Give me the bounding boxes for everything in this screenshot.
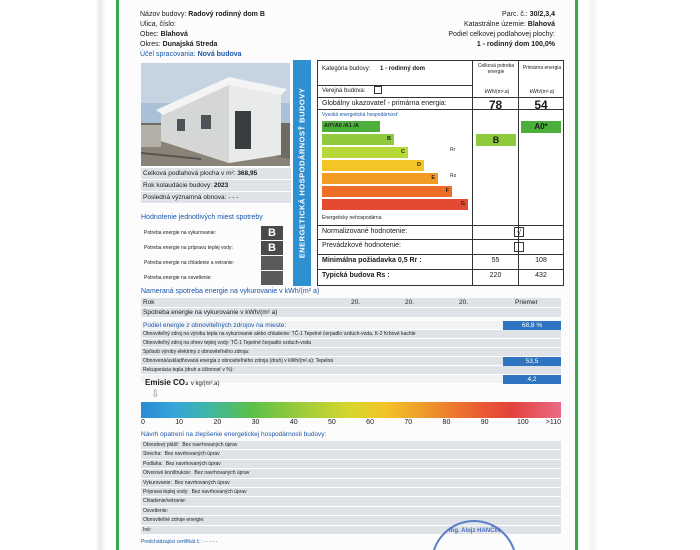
- class-label-g: G: [460, 201, 465, 207]
- approval-year-label: Rok kolaudácie budovy:: [143, 182, 213, 189]
- renewable-row-3: [141, 348, 561, 357]
- rs-marker: Rs: [450, 173, 457, 179]
- emission-scale-ticks: [141, 419, 561, 429]
- partial-label-heating: Potreba energie na vykurovanie:: [144, 230, 216, 236]
- class-label-e: E: [431, 175, 435, 181]
- emission-tick: 50: [328, 419, 336, 426]
- share-value: 1 - rodinný dom 100,0%: [476, 41, 555, 48]
- header-left: [140, 10, 360, 60]
- class-label-a: A0*/A0 /A1 /A: [324, 123, 359, 129]
- renewable-row-4: [141, 357, 561, 366]
- class-bar-b: [322, 134, 394, 145]
- year-1: 20.: [351, 299, 361, 306]
- rating-table: [317, 60, 564, 286]
- primary-header: Primárna energia: [522, 65, 562, 71]
- emission-tick: 40: [289, 419, 298, 426]
- measured-year-row: [141, 298, 561, 308]
- measure-value: Bez navrhovaných úprav: [194, 470, 250, 477]
- primary-value: 54: [534, 98, 548, 112]
- emission-tick: 30: [251, 419, 260, 426]
- scan-edge-left: [0, 0, 112, 550]
- previous-certificate-label: Predchádzajúci certifikát č.:: [141, 539, 202, 545]
- delivered-header: Celková potreba energie: [477, 63, 515, 75]
- measure-value: Bez navrhovaných úprav: [164, 451, 220, 458]
- class-label-c: C: [401, 149, 405, 155]
- floor-area-row: [141, 168, 291, 180]
- building-info: [141, 168, 291, 204]
- renewable-water-source: Obnoviteľný zdroj na ohrev teplej vody: TČ-1 Tepelné čerpadlo vzduch-voda: [143, 340, 312, 346]
- partial-class-hot-water: B: [261, 241, 283, 255]
- partial-label-hot-water: Potreba energie na prípravu teplej vody:: [144, 245, 233, 251]
- street-label: Ulica, číslo:: [140, 21, 176, 28]
- measure-value: Bez navrhovaných úprav: [191, 488, 247, 495]
- measure-row: [141, 469, 561, 478]
- district-label: Okres:: [140, 41, 161, 48]
- parcel: 30/2,3,4: [529, 11, 555, 18]
- year-2: 20.: [405, 299, 415, 306]
- class-bar-d: [322, 160, 424, 171]
- emission-tick: 90: [480, 419, 489, 426]
- arrow-down-icon: ⇩: [151, 389, 160, 400]
- measure-label: Obvodový plášť:: [143, 442, 180, 448]
- measure-row: [141, 507, 561, 516]
- measure-label: Otvorové konštrukcie:: [143, 470, 192, 477]
- delivered-class-badge: [476, 134, 516, 146]
- building-name-label: Názov budovy:: [140, 11, 187, 18]
- renewable-recovered-energy: Obnovená/uskladňovaná energia z obnoviteľného zdroja (druh) v kWh/(m².a): Tepelná: [143, 358, 334, 364]
- measured-title: Nameraná spotreba energie na vykurovanie v kWh/(m² a): [141, 288, 320, 295]
- primary-unit: kWh/(m².a): [529, 89, 555, 95]
- measure-row: [141, 450, 561, 459]
- emission-tick: >110: [545, 419, 561, 426]
- measures-list: [141, 441, 561, 535]
- primary-class-badge: [521, 121, 561, 133]
- cadastral-label: Katastrálne územie:: [463, 21, 526, 28]
- renovation-row: [141, 192, 291, 204]
- partial-ratings-title: Hodnotenie jednotlivých miest spotreby: [141, 214, 263, 221]
- measure-row: [141, 441, 561, 450]
- renovation: - - -: [228, 194, 239, 201]
- measure-row: [141, 460, 561, 469]
- low-performance-label: Energeticky nehospodárna: [322, 215, 382, 221]
- header-right: [359, 10, 555, 50]
- renewable-share: 68,8 %: [503, 321, 561, 330]
- measure-label: Osvetlenie:: [143, 507, 169, 514]
- measure-label: Obnoviteľné zdroje energie:: [143, 517, 205, 524]
- typical-label: Typická budova Rs :: [322, 272, 390, 279]
- class-label-b: B: [387, 136, 391, 142]
- delivered-unit: kWh/(m².a): [484, 89, 510, 95]
- renewable-title: Podiel energie z obnoviteľných zdrojov na mieste:: [143, 322, 287, 329]
- emission-tick: 20: [213, 419, 222, 426]
- year-label: Rok: [143, 299, 155, 306]
- class-bar-a: [322, 121, 380, 132]
- approval-year: 2023: [213, 182, 229, 189]
- stamp-text: Ing. Alojz HANČIN: [449, 528, 501, 534]
- measure-label: Podlaha:: [143, 460, 163, 467]
- emission-tick: 100: [516, 419, 529, 426]
- emission-value: 4,2: [503, 375, 561, 384]
- renewable-row-1: [141, 330, 561, 339]
- measure-label: Iné:: [143, 526, 152, 533]
- parcel-label: Parc. č.:: [502, 11, 528, 18]
- emission-tick: 10: [175, 419, 184, 426]
- emission-tick: 60: [366, 419, 374, 426]
- municipality: Blahová: [160, 31, 188, 38]
- measure-label: Vykurovanie:: [143, 479, 172, 486]
- partial-class-cooling: [261, 256, 283, 270]
- typical-delivered: 220: [489, 272, 502, 279]
- vertical-banner-text: ENERGETICKÁ HOSPODÁRNOSŤ BUDOVY: [297, 87, 307, 259]
- building-name: Radový rodinný dom B: [188, 11, 265, 18]
- delivered-class: B: [492, 135, 500, 145]
- floor-area: 368,95: [237, 170, 258, 177]
- high-performance-label: Vysoká energetická hospodárnosť: [322, 112, 398, 118]
- partial-rating-heating: [141, 226, 291, 240]
- normalized-checkbox: √: [514, 227, 524, 237]
- delivered-value: 78: [488, 98, 503, 112]
- measures-title: Návrh opatrení na zlepšenie energetickej hospodárnosti budovy:: [141, 431, 327, 438]
- emission-tick: 80: [442, 419, 451, 426]
- class-bar-f: [322, 186, 452, 197]
- share-label: Podiel celkovej podlahovej plochy:: [448, 31, 555, 38]
- renovation-label: Posledná významná obnova:: [143, 194, 227, 201]
- normalized-label: Normalizované hodnotenie:: [322, 228, 408, 235]
- measure-row: [141, 479, 561, 488]
- rr-marker: Rr: [450, 147, 456, 153]
- category-label: Kategória budovy:: [322, 66, 371, 72]
- cadastral: Blahová: [527, 21, 555, 28]
- measure-value: Bez navrhovaných úprav: [174, 479, 230, 486]
- municipality-label: Obec:: [140, 31, 159, 38]
- renewable-row-5: [141, 366, 561, 375]
- year-3: 20.: [459, 299, 469, 306]
- measured-table: [141, 298, 561, 318]
- measure-row: [141, 516, 561, 525]
- renewable-title-row: [141, 321, 561, 330]
- average-label: Priemer: [515, 299, 538, 306]
- measure-label: Strecha:: [143, 451, 162, 458]
- renewable-section: [141, 321, 561, 384]
- partial-class-lighting: [261, 271, 283, 285]
- minimum-primary: 108: [535, 257, 547, 264]
- partial-rating-lighting: [141, 271, 291, 285]
- emission-label: [145, 378, 219, 387]
- minimum-delivered: 55: [491, 257, 500, 264]
- renewable-electricity-source: Spôsob výroby elektriny z obnoviteľného zdroja:: [143, 349, 250, 355]
- public-building-checkbox: [374, 86, 382, 94]
- floor-area-label: Celková podlahová plocha v m²:: [143, 170, 236, 177]
- vertical-banner: [293, 60, 311, 286]
- renewable-row-2: [141, 339, 561, 348]
- renewable-heating-source: Obnoviteľný zdroj na výrobu tepla na vykurovanie alebo chladenie: TČ-1 Tepelné čerpadlo vzduch-voda, K-2 Krbové kachle: [143, 331, 416, 337]
- measure-value: Bez navrhovaných úprav: [165, 460, 221, 467]
- class-bar-c: [322, 147, 408, 158]
- emission-unit: v kg/(m².a): [190, 381, 220, 387]
- global-indicator-label: Globálny ukazovateľ - primárna energia:: [322, 100, 447, 107]
- district: Dunajská Streda: [162, 41, 218, 48]
- emission-tick: 70: [404, 419, 413, 426]
- measure-row: [141, 488, 561, 497]
- heat-recovery: Rekuperácia tepla (druh a účinnosť v %):: [143, 367, 234, 373]
- primary-class: A0*: [534, 122, 548, 131]
- operational-checkbox: [514, 242, 524, 252]
- class-bar-g: [322, 199, 468, 210]
- purpose: Nová budova: [197, 51, 242, 58]
- measure-label: Príprava teplej vody:: [143, 488, 189, 495]
- previous-certificate-value: - - - - -: [203, 539, 218, 545]
- measure-label: Chladenie/vetranie:: [143, 498, 187, 505]
- partial-rating-cooling: [141, 256, 291, 270]
- previous-certificate: [141, 539, 217, 545]
- purpose-label: Účel spracovania:: [140, 51, 196, 58]
- energy-certificate-page: [116, 0, 578, 550]
- typical-primary: 432: [535, 272, 547, 279]
- recovered-energy-value: 53,5: [503, 357, 561, 366]
- partial-label-lighting: Potreba energie na osvetlenie:: [144, 275, 212, 281]
- class-label-f: F: [445, 188, 449, 194]
- category: 1 - rodinný dom: [380, 66, 425, 72]
- measure-row: [141, 497, 561, 506]
- building-photo: [141, 63, 290, 166]
- partial-label-cooling: Potreba energie na chladenie a vetranie:: [144, 260, 235, 266]
- emission-scale-bar: [141, 402, 561, 418]
- emission-tick: 0: [141, 419, 145, 426]
- measured-consumption-row: [141, 308, 561, 318]
- approval-year-row: [141, 180, 291, 192]
- partial-rating-hot-water: [141, 241, 291, 255]
- consumption-label: Spotreba energie na vykurovanie v kWh/(m² a): [143, 309, 278, 316]
- emission-title: Emisie CO₂: [145, 378, 189, 387]
- operational-label: Prevádzkové hodnotenie:: [322, 242, 401, 249]
- class-label-d: D: [417, 162, 421, 168]
- class-bar-e: [322, 173, 438, 184]
- scan-edge-right: [588, 0, 700, 550]
- minimum-label: Minimálna požiadavka 0,5 Rr :: [322, 257, 422, 264]
- partial-class-heating: B: [261, 226, 283, 240]
- public-building-label: Verejná budova:: [322, 88, 366, 94]
- measure-value: Bez navrhovaných úprav: [182, 442, 238, 448]
